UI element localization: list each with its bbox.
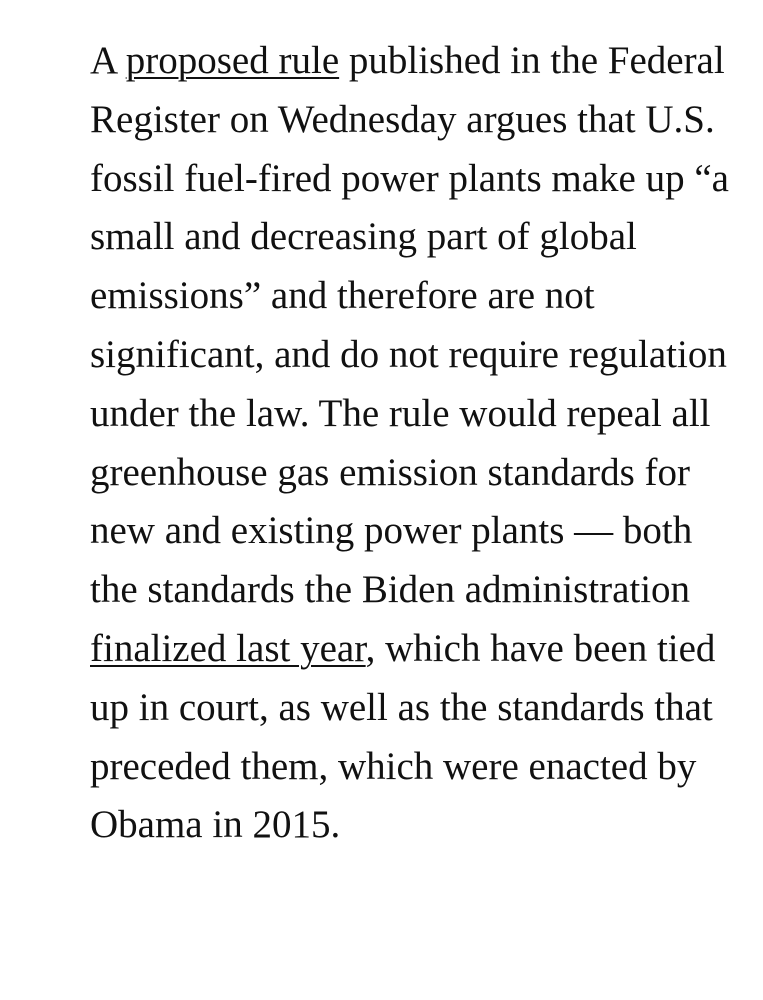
text-segment: published in the Federal Register on Wednesday argues that U.S. fossil fuel-fired power plants make up “a small and decreasing part of global emissions” and therefore are not significant, and do not require regulation under the law. The rule would repeal all greenhouse gas emission standards for new and existing power plants — both the standards the Biden administration	[90, 39, 729, 612]
finalized-last-year-link[interactable]: finalized last year	[90, 626, 366, 670]
proposed-rule-link[interactable]: proposed rule	[125, 39, 340, 82]
article-paragraph	[90, 32, 730, 855]
text-segment: , which have been tied up in court, as well as the standards that preceded them, which were enacted by Obama in 2015.	[90, 626, 716, 847]
text-segment: A	[90, 39, 126, 82]
